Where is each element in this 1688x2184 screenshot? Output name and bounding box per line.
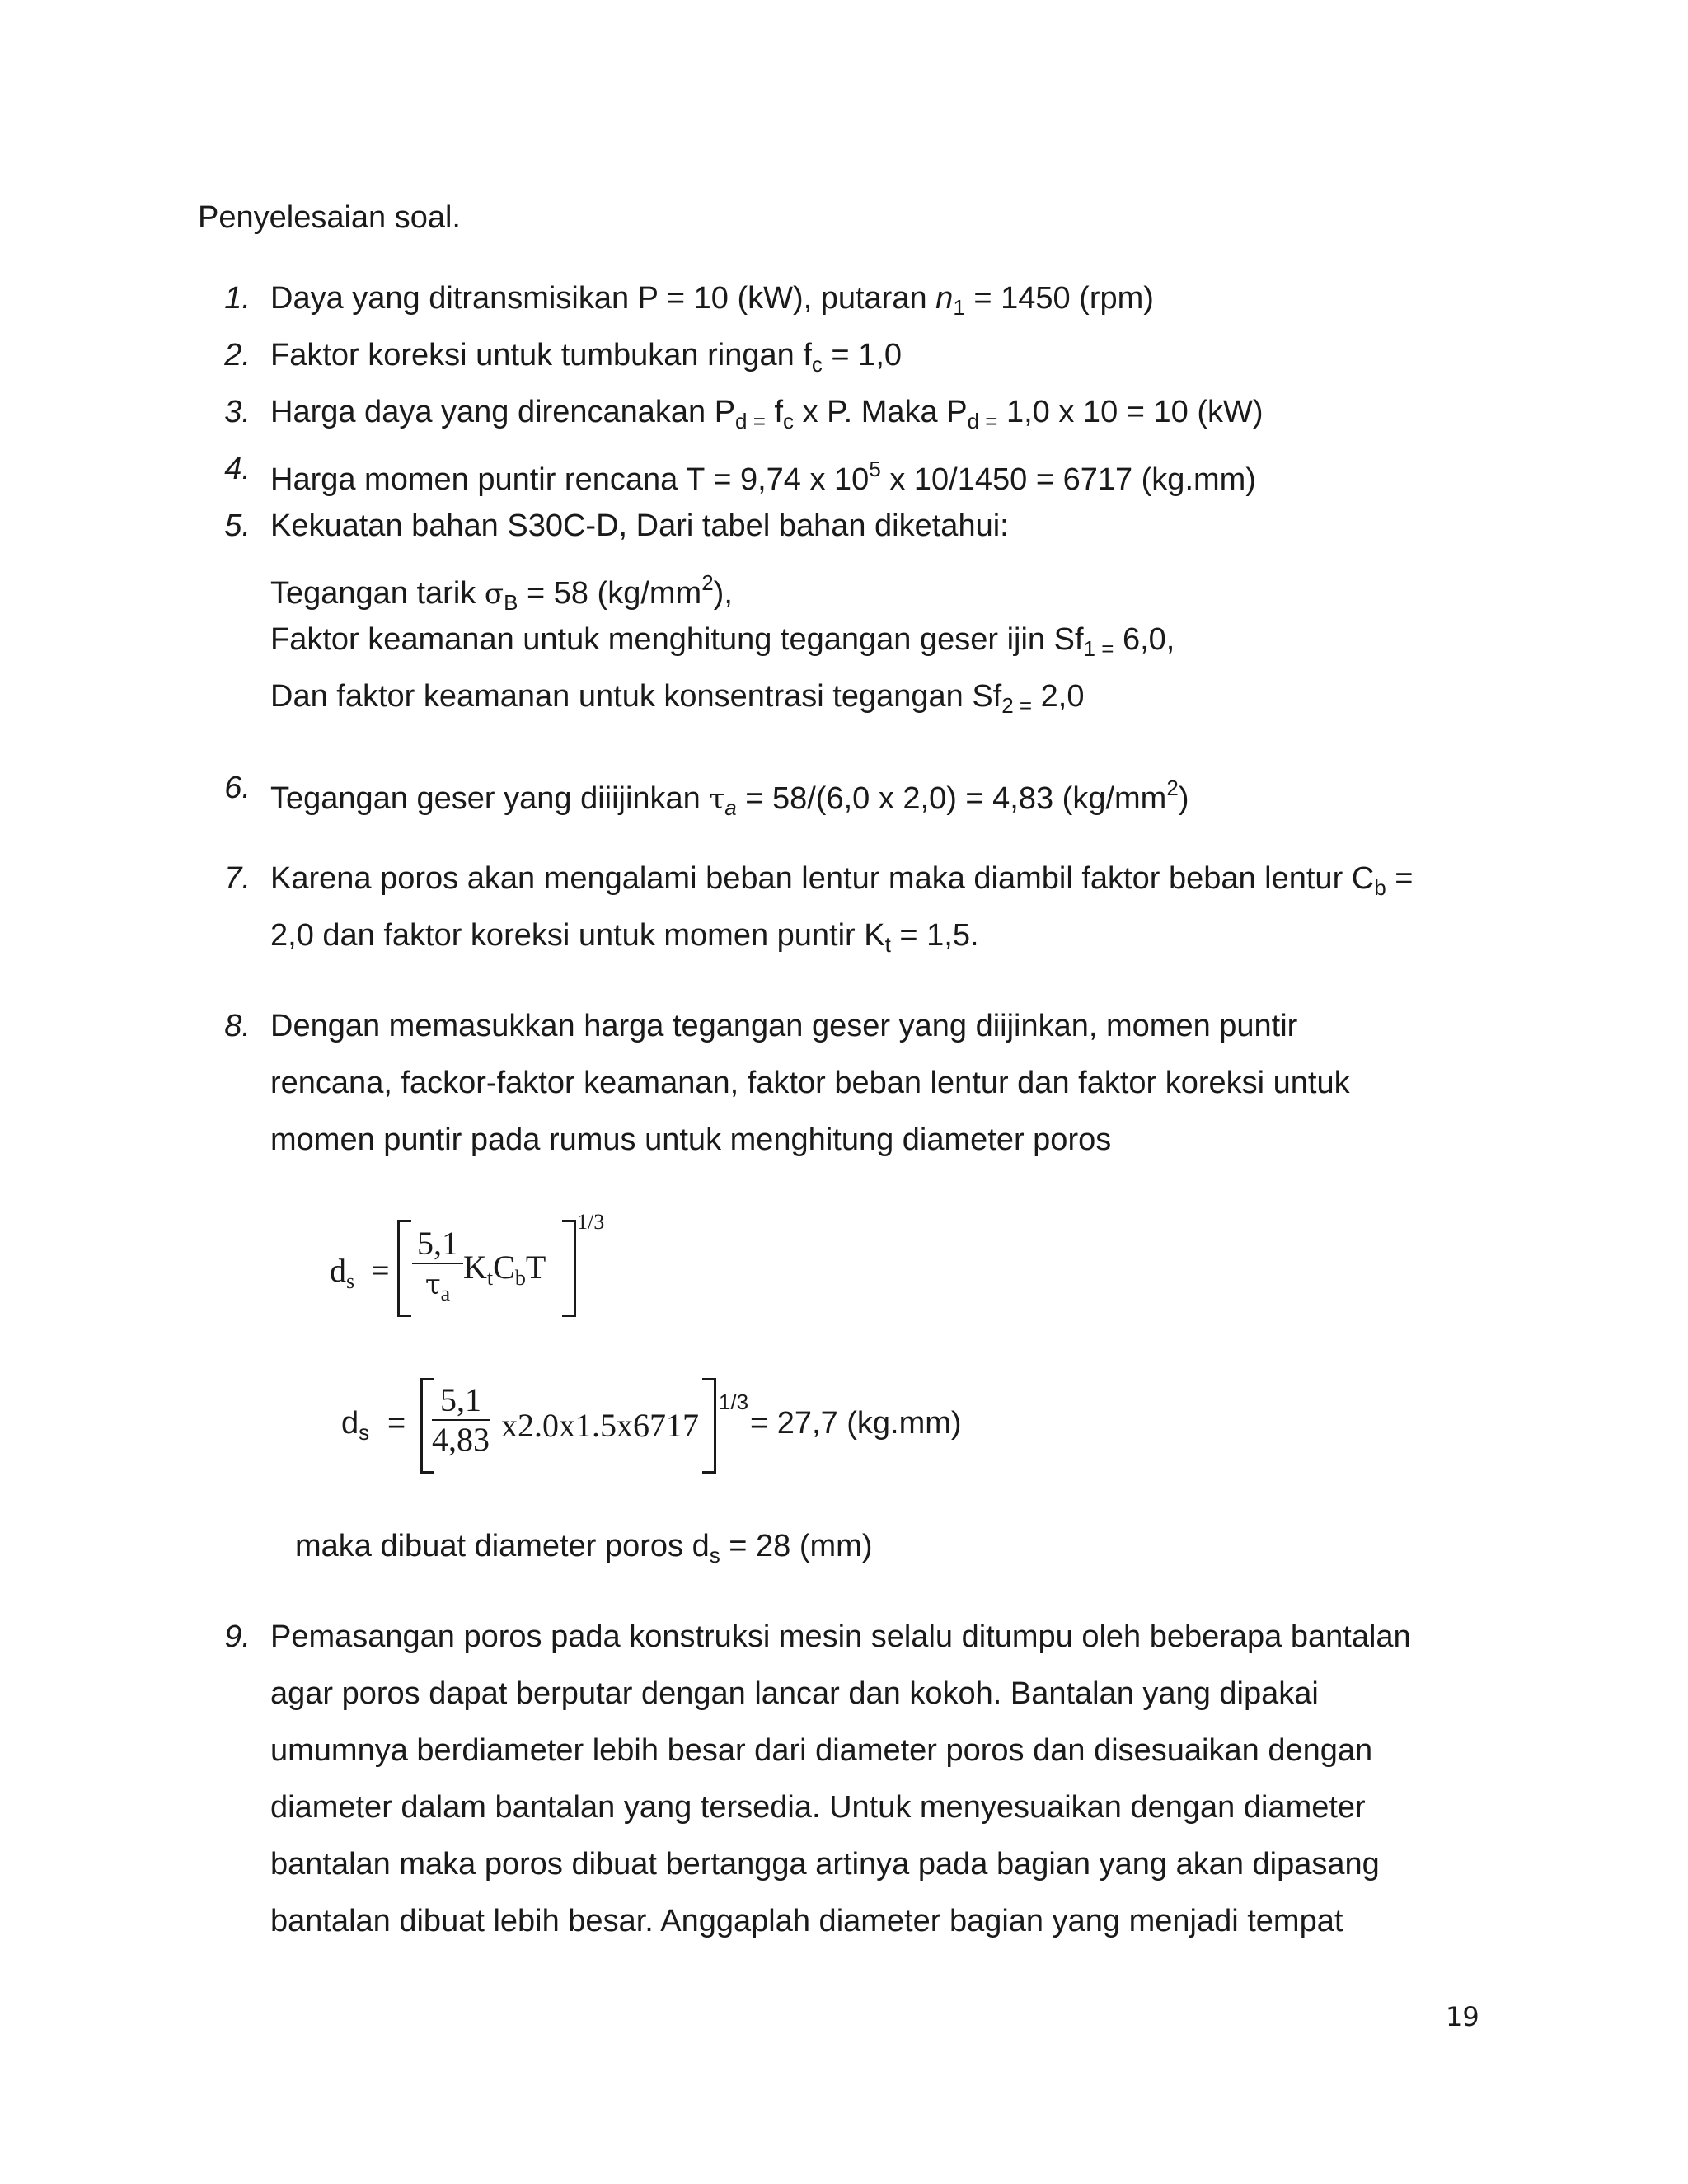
formula-equals: = (387, 1406, 406, 1441)
formula-terms: $K_tC_bT$ (463, 1249, 546, 1290)
formula-lhs: $d_s$ (330, 1252, 355, 1293)
step-9-line: umumnya berdiameter lebih besar dari diameter poros dan disesuaikan dengan (270, 1733, 1373, 1768)
step-9-line: agar poros dapat berputar dengan lancar dan kokoh. Bantalan yang dipakai (270, 1676, 1319, 1711)
formula-terms: x2.0x1.5x6717 (501, 1407, 699, 1444)
step-7-line-2: 2,0 dan faktor koreksi untuk momen puntir $K_t = 1,5$. (270, 918, 979, 957)
step-number: 6. (224, 771, 251, 805)
formula-lhs: $d_s$ (341, 1406, 370, 1445)
step-3-text: Harga daya yang direncanakan $P_{d =}$ $f_c$ x P. Maka $P_{d =}$ 1,0 x 10 = 10 (kW) (270, 395, 1264, 434)
formula-fraction: $\frac{5,1}{\tau_a}$ (412, 1225, 463, 1313)
left-bracket (397, 1220, 411, 1317)
formula-fraction: $\frac{5,1}{4,83}$ (432, 1381, 490, 1458)
step-9-line: diameter dalam bantalan yang tersedia. Untuk menyesuaikan dengan diameter (270, 1790, 1366, 1825)
formula-exponent: 1/3 (577, 1210, 605, 1234)
step-5-line-3: Faktor keamanan untuk menghitung tegangan geser ijin $Sf_{1 =}$ 6,0, (270, 622, 1175, 661)
step-number: 4. (224, 452, 251, 486)
step-number: 8. (224, 1009, 251, 1043)
step-9-line: bantalan dibuat lebih besar. Anggaplah diameter bagian yang menjadi tempat (270, 1904, 1343, 1938)
right-bracket (702, 1378, 716, 1474)
step-number: 9. (224, 1619, 251, 1654)
step-2-text: Faktor koreksi untuk tumbukan ringan $f_c = 1,0$ (270, 338, 903, 377)
step-number: 2. (224, 338, 251, 373)
step-number: 5. (224, 509, 251, 543)
step-9-line: Pemasangan poros pada konstruksi mesin selalu ditumpu oleh beberapa bantalan (270, 1619, 1411, 1654)
page-number: 19 (1446, 2001, 1479, 2032)
step-7-line-1: Karena poros akan mengalami beban lentur maka diambil faktor beban lentur $C_b$ = (270, 861, 1414, 900)
formula-result: = 27,7 (kg.mm) (750, 1406, 962, 1441)
step-number: 1. (224, 281, 251, 316)
formula-exponent: 1/3 (719, 1390, 749, 1414)
right-bracket (562, 1220, 576, 1317)
step-1-text: Daya yang ditransmisikan P = 10 (kW), putaran $n_1 = 1450$ (rpm) (270, 281, 1154, 320)
step-number: 7. (224, 861, 251, 896)
step-9-line: bantalan maka poros dibuat bertangga artinya pada bagian yang akan dipasang (270, 1847, 1380, 1882)
step-8-line-1: Dengan memasukkan harga tegangan geser yang diijinkan, momen puntir (270, 1009, 1298, 1043)
step-5-line-4: Dan faktor keamanan untuk konsentrasi tegangan $Sf_{2 =}$ 2,0 (270, 679, 1085, 718)
step-8-line-3: momen puntir pada rumus untuk menghitung diameter poros (270, 1122, 1112, 1157)
step-5-line-1: Kekuatan bahan S30C-D, Dari tabel bahan diketahui: (270, 509, 1009, 543)
step-number: 3. (224, 395, 251, 429)
step-4-text: Harga momen puntir rencana T = 9,74 x $10^5$ x 10/1450 = 6717 (kg.mm) (270, 457, 1256, 497)
step-8-line-2: rencana, fackor-faktor keamanan, faktor beban lentur dan faktor koreksi untuk (270, 1066, 1350, 1100)
section-heading: Penyelesaian soal. (198, 200, 461, 235)
step-5-line-2: Tegangan tarik $\sigma_B = 58$ $(kg/mm^2)$, (270, 570, 733, 615)
formula-equals: = (371, 1252, 390, 1289)
step-6-text: Tegangan geser yang diiijinkan $\tau_a = 58/(6,0$ x 2,0) = 4,83 $(kg/mm^2)$ (270, 776, 1189, 820)
step-8-conclusion: maka dibuat diameter poros $d_s = 28$ (mm) (295, 1529, 873, 1568)
